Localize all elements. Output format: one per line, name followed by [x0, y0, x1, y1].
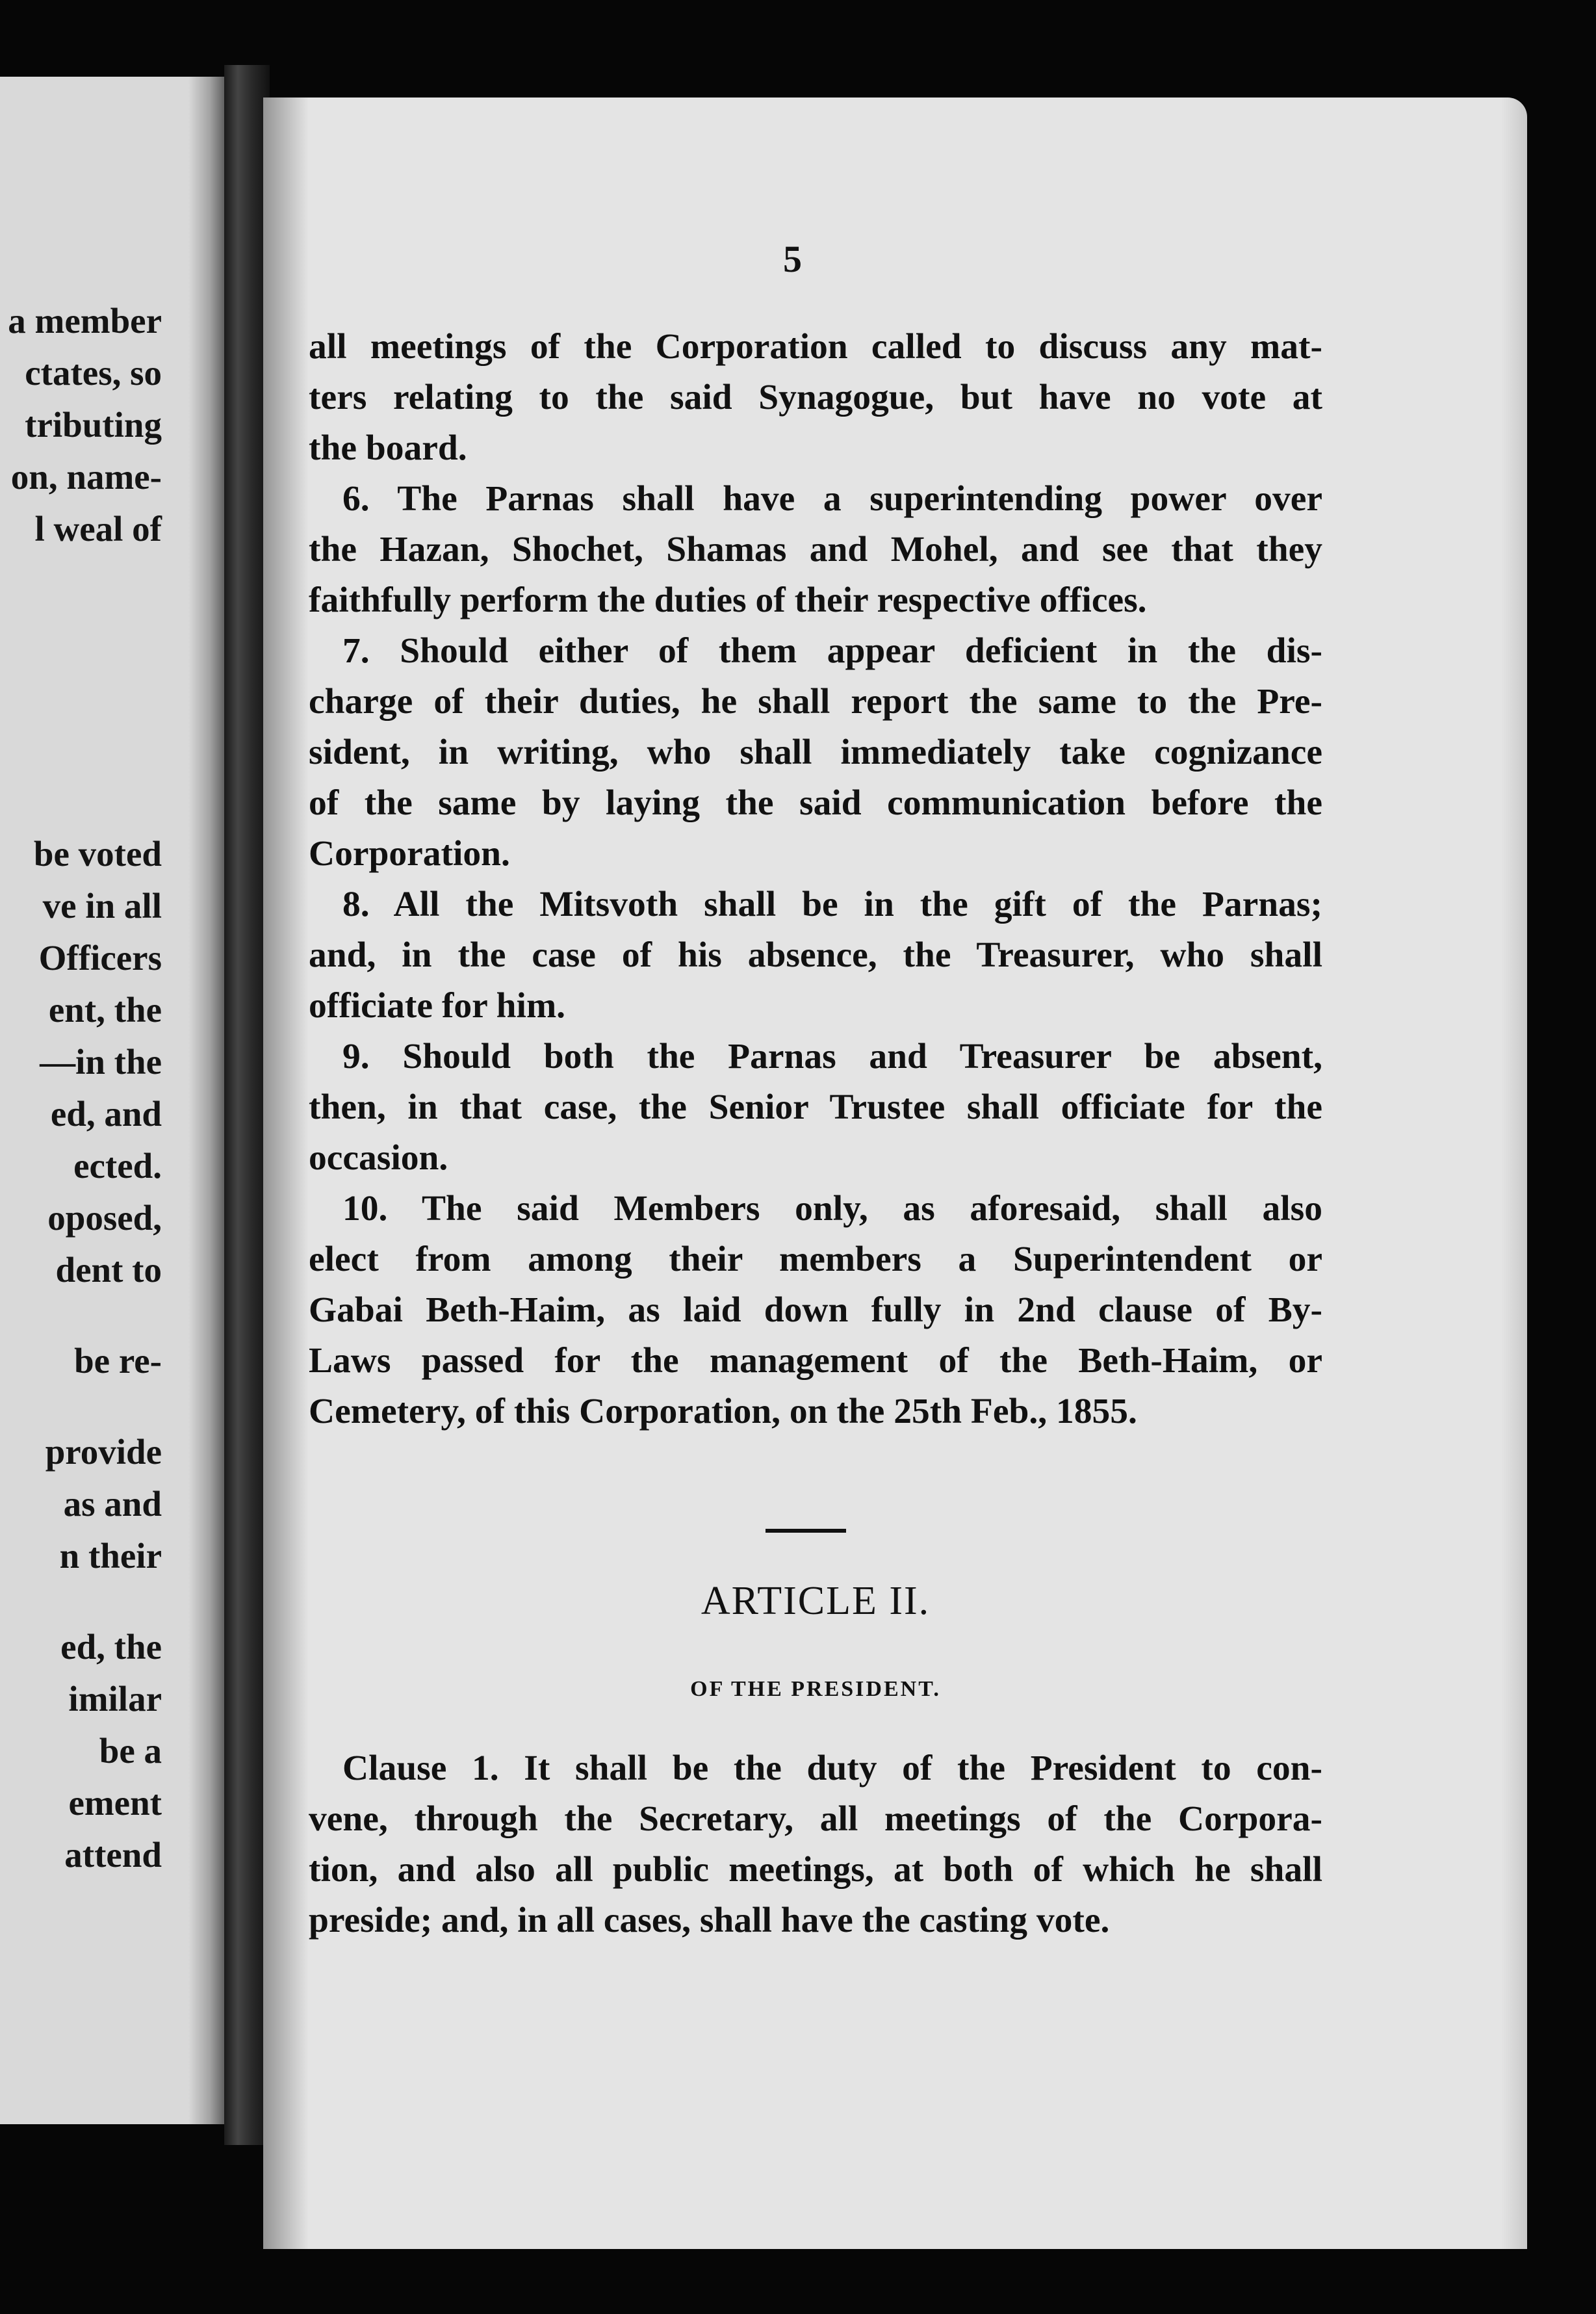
page-curl-shadow: [263, 98, 309, 2249]
text-line: Clause 1. It shall be the duty of the President to con-: [342, 1748, 1322, 1788]
text-line: 9. Should both the Parnas and Treasurer be absent,: [342, 1037, 1322, 1076]
text-line: 7. Should either of them appear deficient in the dis-: [342, 631, 1322, 671]
left-page-fragment: ve in all: [42, 886, 162, 926]
text-line: 10. The said Members only, as aforesaid, shall also: [342, 1189, 1322, 1228]
body-text: [309, 322, 1322, 1437]
clause-1: [309, 1743, 1322, 1946]
left-page-fragment: a member: [8, 301, 162, 341]
clause-paragraph: [309, 1743, 1322, 1946]
left-page-fragment: —in the: [40, 1042, 162, 1082]
left-page-fragment: provide: [45, 1432, 162, 1472]
left-page-fragment: ctates, so: [25, 353, 162, 393]
left-page-fragment: tributing: [25, 405, 162, 445]
text-line: the board.: [309, 428, 467, 468]
text-line: tion, and also all public meetings, at both of which he shall: [309, 1850, 1322, 1890]
left-page-fragment: l weal of: [34, 509, 162, 549]
article-heading: ARTICLE II.: [701, 1579, 931, 1623]
text-line: officiate for him.: [309, 986, 566, 1026]
left-page-fragment: ed, the: [60, 1627, 162, 1667]
text-line: ters relating to the said Synagogue, but have no vote at: [309, 378, 1322, 417]
paragraph-10: [309, 1184, 1322, 1437]
left-page-fragment: imilar: [68, 1679, 162, 1719]
text-line: Laws passed for the management of the Beth-Haim, or: [309, 1341, 1322, 1381]
text-line: charge of their duties, he shall report the same to the Pre-: [309, 682, 1322, 722]
left-page-fragment: ent, the: [48, 990, 162, 1030]
left-facing-page: [0, 77, 224, 2124]
left-page-fragment: on, name-: [10, 457, 162, 497]
text-line: then, in that case, the Senior Trustee shall officiate for the: [309, 1087, 1322, 1127]
text-line: Corporation.: [309, 834, 510, 874]
text-line: and, in the case of his absence, the Treasurer, who shall: [309, 935, 1322, 975]
left-page-fragment: ement: [68, 1783, 162, 1823]
text-line: all meetings of the Corporation called to discuss any mat-: [309, 327, 1322, 367]
text-line: preside; and, in all cases, shall have the casting vote.: [309, 1901, 1110, 1940]
text-line: Gabai Beth-Haim, as laid down fully in 2nd clause of By-: [309, 1290, 1322, 1330]
left-page-fragment: attend: [64, 1835, 162, 1875]
left-page-fragment: Officers: [38, 938, 162, 978]
text-line: of the same by laying the said communication before the: [309, 783, 1322, 823]
page-number: 5: [783, 238, 802, 280]
paragraph-6: [309, 474, 1322, 626]
paragraph-8: [309, 879, 1322, 1032]
left-page-fragment: n their: [59, 1536, 162, 1576]
text-line: vene, through the Secretary, all meetings of the Corpora-: [309, 1799, 1322, 1839]
left-page-fragment: dent to: [55, 1250, 162, 1290]
text-line: Cemetery, of this Corporation, on the 25th Feb., 1855.: [309, 1392, 1137, 1431]
text-line: faithfully perform the duties of their respective offices.: [309, 580, 1147, 620]
left-page-fragment: ed, and: [50, 1094, 162, 1134]
text-line: 6. The Parnas shall have a superintending power over: [342, 479, 1322, 519]
text-line: sident, in writing, who shall immediately take cognizance: [309, 733, 1322, 772]
paragraph-9: [309, 1032, 1322, 1184]
paragraph-7: [309, 626, 1322, 879]
text-line: 8. All the Mitsvoth shall be in the gift of the Parnas;: [342, 885, 1322, 924]
left-page-fragment: as and: [63, 1484, 162, 1524]
left-page-fragment: oposed,: [47, 1198, 162, 1238]
page-edge-shadow: [1501, 98, 1527, 2249]
left-page-fragment: be a: [99, 1731, 162, 1771]
paragraph-continuation: [309, 322, 1322, 474]
left-page-fragment: be re-: [74, 1341, 162, 1381]
left-page-fragment: be voted: [33, 834, 162, 874]
text-line: elect from among their members a Superintendent or: [309, 1240, 1322, 1279]
text-line: the Hazan, Shochet, Shamas and Mohel, and see that they: [309, 530, 1322, 569]
article-subheading: OF THE PRESIDENT.: [690, 1677, 941, 1701]
left-page-fragment: ected.: [73, 1146, 162, 1186]
section-divider-rule: [766, 1529, 846, 1533]
gutter-shadow: [188, 77, 224, 2124]
text-line: occasion.: [309, 1138, 448, 1178]
